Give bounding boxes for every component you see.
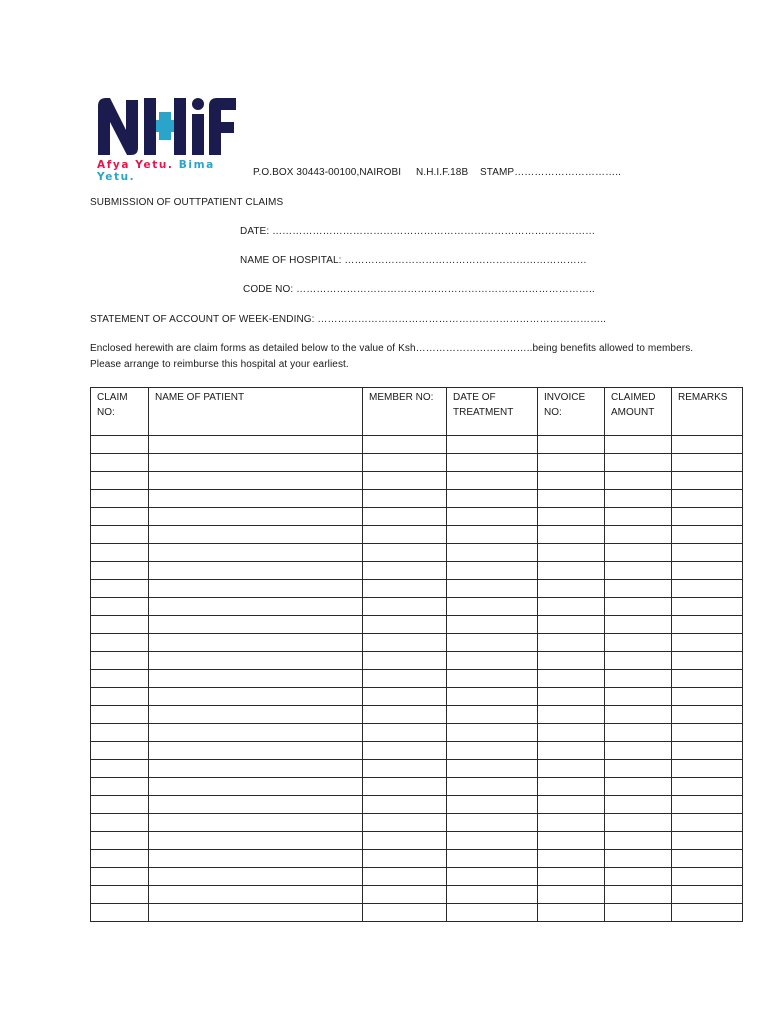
claims-table xyxy=(90,387,743,922)
table-cell[interactable] xyxy=(447,616,538,634)
table-cell[interactable] xyxy=(672,526,743,544)
table-cell[interactable] xyxy=(538,454,605,472)
table-cell[interactable] xyxy=(538,868,605,886)
table-cell[interactable] xyxy=(605,598,672,616)
table-row xyxy=(91,742,743,760)
hospital-name-field: NAME OF HOSPITAL: ……………………………………………………………… xyxy=(240,255,587,266)
table-cell[interactable] xyxy=(149,454,363,472)
table-cell[interactable] xyxy=(672,904,743,922)
table-cell[interactable] xyxy=(447,598,538,616)
table-cell[interactable] xyxy=(447,814,538,832)
table-cell[interactable] xyxy=(605,580,672,598)
col-header-date-of-treatment: DATE OF TREATMENT xyxy=(447,388,538,436)
table-cell[interactable] xyxy=(91,796,149,814)
table-row xyxy=(91,562,743,580)
table-cell[interactable] xyxy=(605,508,672,526)
table-row xyxy=(91,580,743,598)
table-cell[interactable] xyxy=(149,688,363,706)
table-cell[interactable] xyxy=(363,436,447,454)
table-cell[interactable] xyxy=(605,850,672,868)
table-cell[interactable] xyxy=(447,508,538,526)
table-cell[interactable] xyxy=(447,868,538,886)
table-cell[interactable] xyxy=(149,472,363,490)
table-cell[interactable] xyxy=(538,706,605,724)
table-cell[interactable] xyxy=(605,616,672,634)
col-header-member-no: MEMBER NO: xyxy=(363,388,447,436)
table-cell[interactable] xyxy=(363,688,447,706)
table-cell[interactable] xyxy=(605,760,672,778)
table-cell[interactable] xyxy=(538,850,605,868)
table-cell[interactable] xyxy=(605,544,672,562)
table-cell[interactable] xyxy=(149,850,363,868)
table-cell[interactable] xyxy=(91,544,149,562)
table-row xyxy=(91,436,743,454)
table-cell[interactable] xyxy=(672,670,743,688)
table-cell[interactable] xyxy=(149,760,363,778)
table-cell[interactable] xyxy=(91,634,149,652)
reimburse-text: Please arrange to reimburse this hospital at your earliest. xyxy=(90,359,349,370)
table-cell[interactable] xyxy=(363,472,447,490)
table-cell[interactable] xyxy=(363,706,447,724)
table-cell[interactable] xyxy=(91,832,149,850)
table-cell[interactable] xyxy=(605,832,672,850)
table-cell[interactable] xyxy=(672,724,743,742)
col-header-remarks: REMARKS xyxy=(672,388,743,436)
table-cell[interactable] xyxy=(672,796,743,814)
table-cell[interactable] xyxy=(447,760,538,778)
table-cell[interactable] xyxy=(149,436,363,454)
table-header-row xyxy=(91,388,743,436)
table-cell[interactable] xyxy=(605,886,672,904)
date-field: DATE: …………………………………………………………………………………… xyxy=(240,226,596,237)
table-cell[interactable] xyxy=(605,652,672,670)
table-row xyxy=(91,616,743,634)
table-cell[interactable] xyxy=(538,670,605,688)
table-cell[interactable] xyxy=(149,886,363,904)
table-cell[interactable] xyxy=(605,778,672,796)
table-row xyxy=(91,652,743,670)
table-cell[interactable] xyxy=(363,490,447,508)
table-cell[interactable] xyxy=(447,832,538,850)
table-cell[interactable] xyxy=(447,580,538,598)
table-cell[interactable] xyxy=(538,508,605,526)
table-cell[interactable] xyxy=(605,472,672,490)
table-cell[interactable] xyxy=(363,634,447,652)
table-cell[interactable] xyxy=(363,616,447,634)
table-cell[interactable] xyxy=(91,580,149,598)
table-cell[interactable] xyxy=(149,508,363,526)
table-cell[interactable] xyxy=(605,490,672,508)
table-cell[interactable] xyxy=(447,490,538,508)
table-cell[interactable] xyxy=(91,598,149,616)
table-cell[interactable] xyxy=(538,832,605,850)
table-cell[interactable] xyxy=(605,724,672,742)
table-cell[interactable] xyxy=(447,742,538,760)
table-cell[interactable] xyxy=(91,490,149,508)
table-cell[interactable] xyxy=(91,706,149,724)
table-cell[interactable] xyxy=(149,598,363,616)
table-cell[interactable] xyxy=(149,796,363,814)
table-cell[interactable] xyxy=(363,454,447,472)
table-cell[interactable] xyxy=(149,778,363,796)
table-cell[interactable] xyxy=(91,886,149,904)
table-cell[interactable] xyxy=(447,472,538,490)
table-cell[interactable] xyxy=(605,904,672,922)
table-row xyxy=(91,598,743,616)
table-cell[interactable] xyxy=(91,868,149,886)
table-cell[interactable] xyxy=(447,544,538,562)
table-row xyxy=(91,814,743,832)
table-cell[interactable] xyxy=(149,742,363,760)
table-cell[interactable] xyxy=(363,832,447,850)
table-cell[interactable] xyxy=(538,796,605,814)
table-cell[interactable] xyxy=(149,706,363,724)
table-cell[interactable] xyxy=(447,886,538,904)
table-cell[interactable] xyxy=(538,598,605,616)
table-cell[interactable] xyxy=(447,634,538,652)
table-cell[interactable] xyxy=(91,472,149,490)
table-cell[interactable] xyxy=(538,616,605,634)
table-cell[interactable] xyxy=(538,436,605,454)
table-cell[interactable] xyxy=(672,814,743,832)
table-cell[interactable] xyxy=(149,832,363,850)
table-cell[interactable] xyxy=(91,742,149,760)
table-cell[interactable] xyxy=(363,580,447,598)
col-header-invoice-no: INVOICE NO: xyxy=(538,388,605,436)
table-row xyxy=(91,886,743,904)
table-cell[interactable] xyxy=(605,526,672,544)
table-row xyxy=(91,508,743,526)
table-cell[interactable] xyxy=(91,904,149,922)
table-cell[interactable] xyxy=(91,760,149,778)
table-cell[interactable] xyxy=(363,868,447,886)
table-cell[interactable] xyxy=(91,652,149,670)
table-cell[interactable] xyxy=(363,796,447,814)
table-row xyxy=(91,796,743,814)
table-cell[interactable] xyxy=(538,724,605,742)
table-row xyxy=(91,724,743,742)
table-cell[interactable] xyxy=(605,796,672,814)
table-cell[interactable] xyxy=(538,580,605,598)
table-cell[interactable] xyxy=(363,778,447,796)
table-cell[interactable] xyxy=(672,616,743,634)
table-row xyxy=(91,490,743,508)
table-cell[interactable] xyxy=(363,562,447,580)
table-cell[interactable] xyxy=(363,544,447,562)
table-cell[interactable] xyxy=(605,436,672,454)
table-cell[interactable] xyxy=(363,670,447,688)
address-text: P.O.BOX 30443-00100,NAIROBI xyxy=(253,167,402,178)
logo-tagline xyxy=(97,159,241,183)
table-row xyxy=(91,850,743,868)
col-header-name-of-patient: NAME OF PATIENT xyxy=(149,388,363,436)
table-cell[interactable] xyxy=(538,688,605,706)
table-cell[interactable] xyxy=(91,778,149,796)
table-cell[interactable] xyxy=(672,742,743,760)
table-cell[interactable] xyxy=(538,526,605,544)
table-cell[interactable] xyxy=(447,778,538,796)
table-cell[interactable] xyxy=(538,562,605,580)
table-cell[interactable] xyxy=(605,454,672,472)
table-cell[interactable] xyxy=(672,436,743,454)
table-cell[interactable] xyxy=(447,670,538,688)
table-row xyxy=(91,544,743,562)
table-row xyxy=(91,670,743,688)
table-cell[interactable] xyxy=(672,598,743,616)
table-cell[interactable] xyxy=(363,526,447,544)
table-cell[interactable] xyxy=(149,814,363,832)
table-cell[interactable] xyxy=(149,670,363,688)
table-cell[interactable] xyxy=(538,472,605,490)
table-row xyxy=(91,634,743,652)
table-cell[interactable] xyxy=(447,706,538,724)
table-cell[interactable] xyxy=(672,544,743,562)
table-cell[interactable] xyxy=(363,760,447,778)
table-cell[interactable] xyxy=(149,868,363,886)
table-cell[interactable] xyxy=(91,814,149,832)
table-cell[interactable] xyxy=(447,454,538,472)
table-cell[interactable] xyxy=(605,742,672,760)
tagline-afya-yetu: Afya Yetu. xyxy=(97,159,174,171)
table-row xyxy=(91,760,743,778)
table-cell[interactable] xyxy=(672,454,743,472)
stamp-field: STAMP………………………….. xyxy=(480,167,621,178)
table-cell[interactable] xyxy=(672,850,743,868)
table-cell[interactable] xyxy=(672,634,743,652)
table-cell[interactable] xyxy=(672,706,743,724)
table-cell[interactable] xyxy=(538,544,605,562)
table-cell[interactable] xyxy=(363,652,447,670)
table-cell[interactable] xyxy=(447,850,538,868)
table-cell[interactable] xyxy=(538,742,605,760)
table-cell[interactable] xyxy=(538,760,605,778)
table-cell[interactable] xyxy=(363,886,447,904)
table-cell[interactable] xyxy=(447,796,538,814)
table-row xyxy=(91,778,743,796)
table-cell[interactable] xyxy=(91,616,149,634)
table-cell[interactable] xyxy=(363,598,447,616)
table-cell[interactable] xyxy=(538,652,605,670)
table-cell[interactable] xyxy=(605,562,672,580)
table-row xyxy=(91,706,743,724)
table-cell[interactable] xyxy=(149,724,363,742)
table-cell[interactable] xyxy=(363,904,447,922)
table-cell[interactable] xyxy=(672,688,743,706)
table-cell[interactable] xyxy=(605,688,672,706)
table-cell[interactable] xyxy=(149,616,363,634)
table-cell[interactable] xyxy=(91,850,149,868)
table-cell[interactable] xyxy=(605,670,672,688)
table-cell[interactable] xyxy=(538,634,605,652)
table-cell[interactable] xyxy=(149,526,363,544)
table-cell[interactable] xyxy=(149,580,363,598)
claims-table-body xyxy=(91,436,743,922)
table-cell[interactable] xyxy=(447,526,538,544)
form-code: N.H.I.F.18B xyxy=(416,167,469,178)
table-cell[interactable] xyxy=(91,526,149,544)
table-cell[interactable] xyxy=(605,634,672,652)
table-row xyxy=(91,868,743,886)
table-cell[interactable] xyxy=(672,652,743,670)
table-row xyxy=(91,904,743,922)
table-cell[interactable] xyxy=(672,472,743,490)
table-cell[interactable] xyxy=(149,652,363,670)
table-cell[interactable] xyxy=(91,454,149,472)
table-cell[interactable] xyxy=(447,436,538,454)
table-cell[interactable] xyxy=(363,724,447,742)
table-cell[interactable] xyxy=(605,706,672,724)
table-cell[interactable] xyxy=(447,688,538,706)
tagline-bima-yetu: Bima Yetu. xyxy=(97,159,215,183)
table-cell[interactable] xyxy=(149,904,363,922)
table-cell[interactable] xyxy=(672,580,743,598)
code-no-field: CODE NO: …………………………………………………………………………….. xyxy=(243,284,595,295)
table-cell[interactable] xyxy=(672,508,743,526)
col-header-claim-no: CLAIM NO: xyxy=(91,388,149,436)
table-cell[interactable] xyxy=(672,760,743,778)
table-cell[interactable] xyxy=(538,814,605,832)
table-row xyxy=(91,526,743,544)
table-cell[interactable] xyxy=(363,814,447,832)
table-cell[interactable] xyxy=(149,544,363,562)
table-cell[interactable] xyxy=(672,868,743,886)
table-row xyxy=(91,454,743,472)
table-row xyxy=(91,472,743,490)
nhif-wordmark-logo xyxy=(96,96,238,156)
table-cell[interactable] xyxy=(672,778,743,796)
table-cell[interactable] xyxy=(538,886,605,904)
table-cell[interactable] xyxy=(363,850,447,868)
table-cell[interactable] xyxy=(447,904,538,922)
col-header-claimed-amount: CLAIMED AMOUNT xyxy=(605,388,672,436)
table-cell[interactable] xyxy=(447,652,538,670)
statement-week-ending: STATEMENT OF ACCOUNT OF WEEK-ENDING: ………………………………………………………………………….. xyxy=(90,314,606,325)
table-cell[interactable] xyxy=(363,742,447,760)
table-cell[interactable] xyxy=(538,778,605,796)
form-title: SUBMISSION OF OUTTPATIENT CLAIMS xyxy=(90,197,284,208)
table-cell[interactable] xyxy=(91,508,149,526)
table-cell[interactable] xyxy=(91,436,149,454)
table-cell[interactable] xyxy=(363,508,447,526)
table-cell[interactable] xyxy=(91,670,149,688)
table-cell[interactable] xyxy=(447,562,538,580)
table-cell[interactable] xyxy=(672,832,743,850)
table-cell[interactable] xyxy=(672,562,743,580)
table-cell[interactable] xyxy=(538,904,605,922)
table-cell[interactable] xyxy=(149,490,363,508)
table-cell[interactable] xyxy=(149,634,363,652)
table-row xyxy=(91,832,743,850)
table-cell[interactable] xyxy=(91,688,149,706)
nhif-logo xyxy=(96,96,241,183)
table-cell[interactable] xyxy=(538,490,605,508)
table-cell[interactable] xyxy=(605,814,672,832)
table-cell[interactable] xyxy=(605,868,672,886)
table-cell[interactable] xyxy=(91,562,149,580)
table-cell[interactable] xyxy=(91,724,149,742)
table-row xyxy=(91,688,743,706)
table-cell[interactable] xyxy=(672,490,743,508)
table-cell[interactable] xyxy=(149,562,363,580)
table-cell[interactable] xyxy=(447,724,538,742)
table-cell[interactable] xyxy=(672,886,743,904)
enclosed-text: Enclosed herewith are claim forms as detailed below to the value of Ksh……………………………..being benefits allowed to members. xyxy=(90,343,694,354)
